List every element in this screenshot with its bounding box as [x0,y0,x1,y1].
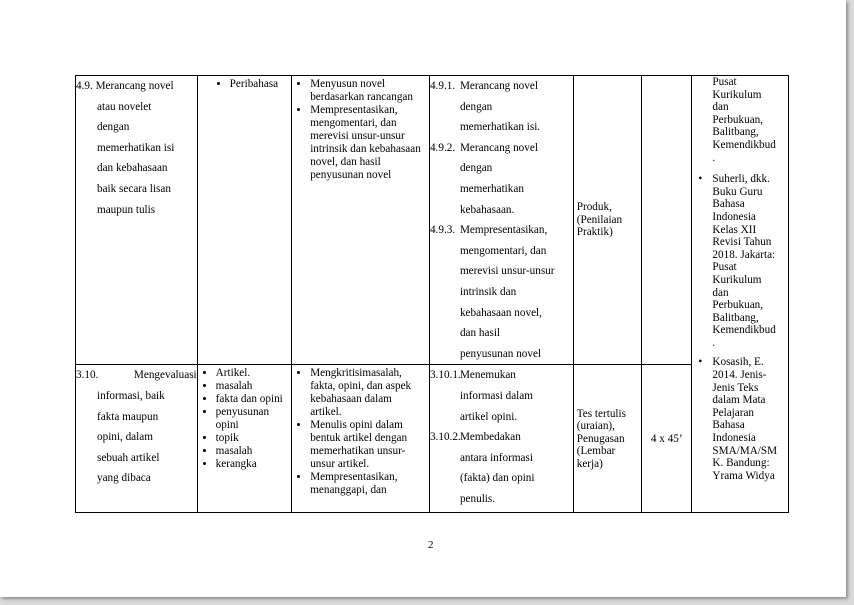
materi-cell [197,365,292,513]
indikator-cell: 4.9.1. Merancang novel dengan memerhatikan isi. 4.9.2. Merancang novel dengan memerhatikan kebahasaan. 4.9.3. Mempresentasikan, mengomentari, dan merevisi unsur-unsur intrinsik dan kebahasaan novel, dan hasil penyusunan novel [429,76,573,365]
list-item: • Menulis opini dalam bentuk artikel dengan memerhatikan unsur-unsur artikel. [310,419,426,471]
list-item: • masalah [216,380,289,393]
page-number: 2 [428,539,434,551]
syllabus-table [75,75,789,513]
list-item: • topik [216,432,289,445]
list-item: • Artikel. [216,367,289,380]
reference-item: • Kosasih, E. 2014. Jenis- Jenis Teks dalam Mata Pelajaran Bahasa Indonesia SMA/MA/SM K. Bandung: Yrama Widya [712,356,786,482]
list-item: • Mempresentasikan, mengomentari, dan merevisi unsur-unsur intrinsik dan kebahasaan novel, dan hasil penyusunan novel [310,104,426,182]
kegiatan-cell [292,365,430,513]
list-item: • penyusunan opini [216,406,289,432]
table-row [76,365,789,513]
waktu-cell: 4 x 45’ [642,365,692,513]
waktu-cell [642,76,692,365]
penilaian-cell: Tes tertulis (uraian), Penugasan (Lembar kerja) [573,365,641,513]
list-item: • Mempresentasikan, menanggapi, dan [310,471,426,497]
list-item: • Menyusun novel berdasarkan rancangan [310,78,426,104]
list-item: • Mengkritisimasalah, fakta, opini, dan aspek kebahasaan dalam artikel. [310,367,426,419]
materi-cell [197,76,292,365]
kd-cell: 3.10. Mengevaluasi informasi, baik fakta maupun opini, dalam sebuah artikel yang dibaca [76,365,198,513]
list-item: • fakta dan opini [216,393,289,406]
table-row [76,76,789,365]
indikator-cell: 3.10.1. Menemukan informasi dalam artikel opini. 3.10.2. Membedakan antara informasi (fakta) dan opini penulis. [429,365,573,513]
penilaian-cell: Produk, (Penilaian Praktik) [573,76,641,365]
kegiatan-cell [292,76,430,365]
list-item: • kerangka [216,458,289,471]
reference-item: • Suherli, dkk. Buku Guru Bahasa Indonesia Kelas XII Revisi Tahun 2018. Jakarta: Pusat Kurikulum dan Perbukuan, Balitbang, Kemendikbud . [712,173,786,349]
sumber-cell: Pusat Kurikulum dan Perbukuan, Balitbang, Kemendikbud . • Suherli, dkk. Buku Guru Bahasa Indonesia Kelas XII Revisi Tahun 2018. Jakarta: Pusat Kurikulum dan Perbukuan, Balitbang, Kemendikbud . • Kosasih, E. 2014. Jenis- Jenis Teks dalam Mata Pelajaran Bahasa Indonesia SMA/MA/SM K. Bandung: Yrama Widya [692,76,789,513]
kd-cell: 4.9. Merancang novel atau novelet dengan memerhatikan isi dan kebahasaan baik secara lisan maupun tulis [76,76,198,365]
list-item: • Peribahasa [230,78,289,91]
list-item: • masalah [216,445,289,458]
